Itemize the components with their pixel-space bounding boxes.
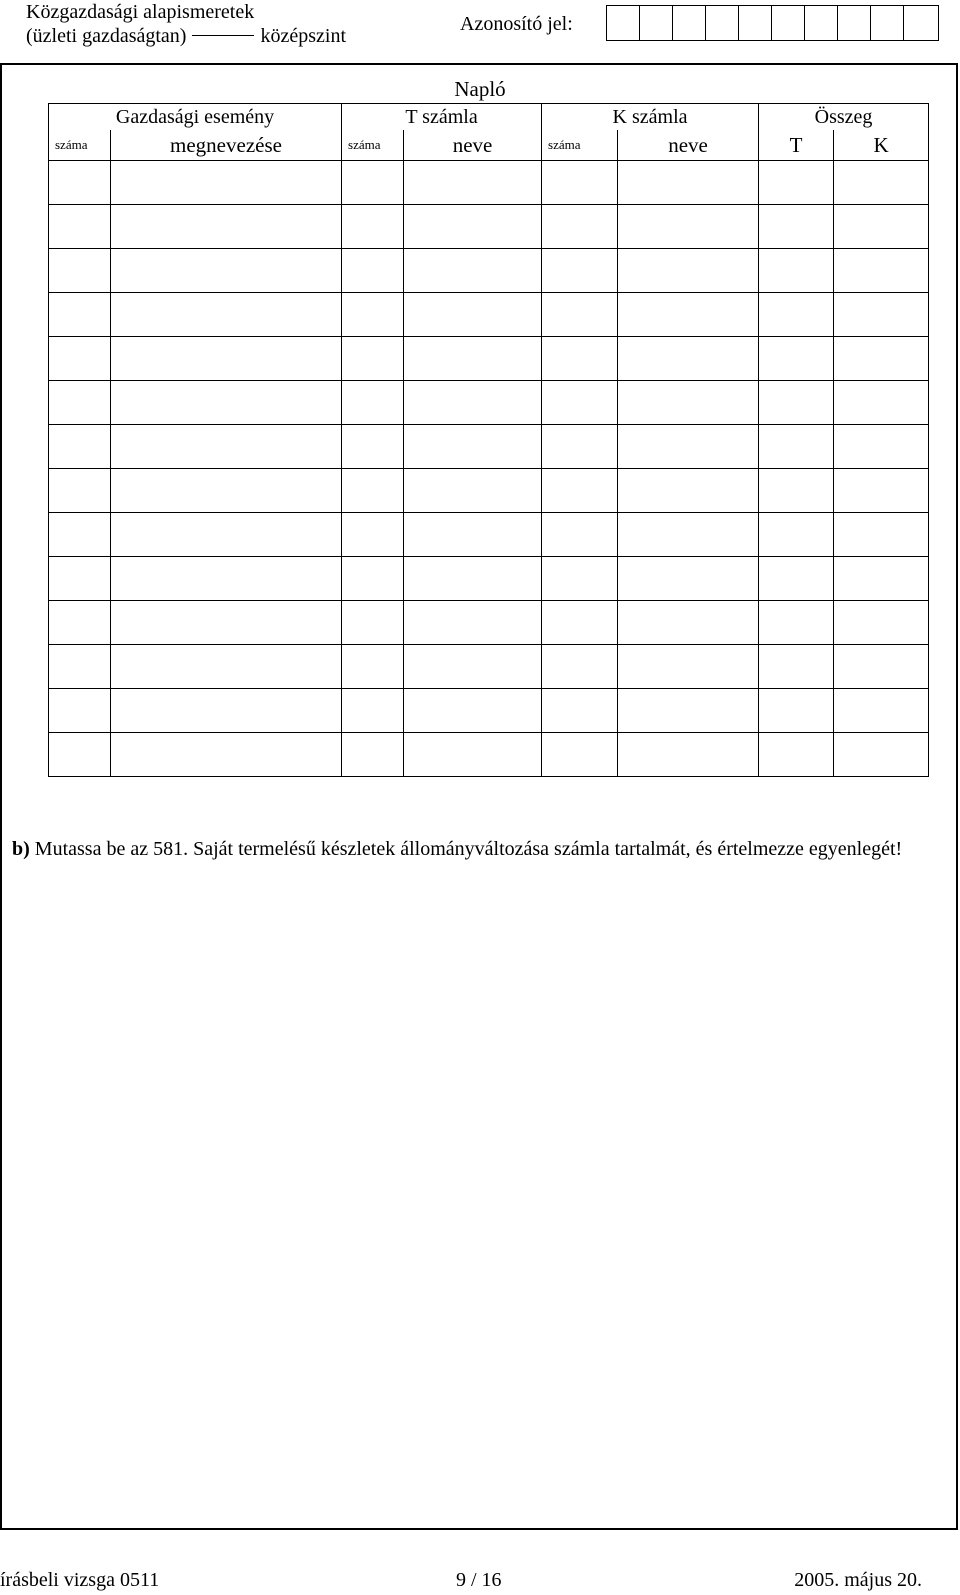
event-name-cell[interactable] bbox=[111, 469, 342, 513]
id-digit-box[interactable] bbox=[607, 6, 640, 40]
header-event: Gazdasági esemény bbox=[49, 104, 342, 131]
debit-name-cell[interactable] bbox=[404, 469, 542, 513]
amount-debit-cell[interactable] bbox=[759, 161, 834, 205]
event-number-cell[interactable] bbox=[49, 161, 111, 205]
credit-name-cell[interactable] bbox=[618, 689, 759, 733]
credit-name-cell[interactable] bbox=[618, 645, 759, 689]
credit-number-cell[interactable] bbox=[542, 513, 618, 557]
header-debit-account: T számla bbox=[342, 104, 542, 131]
debit-number-cell[interactable] bbox=[342, 733, 404, 777]
header-credit-name: neve bbox=[618, 130, 759, 161]
credit-number-cell[interactable] bbox=[542, 733, 618, 777]
event-number-cell[interactable] bbox=[49, 733, 111, 777]
footer-exam: írásbeli vizsga 0511 bbox=[0, 1569, 160, 1591]
event-number-cell[interactable] bbox=[49, 337, 111, 381]
id-digit-box[interactable] bbox=[805, 6, 838, 40]
debit-name-cell[interactable] bbox=[404, 689, 542, 733]
header-credit-number: száma bbox=[542, 130, 618, 161]
amount-credit-cell[interactable] bbox=[834, 557, 929, 601]
table-row bbox=[49, 337, 929, 381]
credit-number-cell[interactable] bbox=[542, 425, 618, 469]
credit-name-cell[interactable] bbox=[618, 381, 759, 425]
event-name-cell[interactable] bbox=[111, 601, 342, 645]
table-row bbox=[49, 381, 929, 425]
event-name-cell[interactable] bbox=[111, 689, 342, 733]
amount-credit-cell[interactable] bbox=[834, 425, 929, 469]
credit-name-cell[interactable] bbox=[618, 733, 759, 777]
debit-number-cell[interactable] bbox=[342, 601, 404, 645]
credit-name-cell[interactable] bbox=[618, 425, 759, 469]
amount-debit-cell[interactable] bbox=[759, 645, 834, 689]
header-debit-number: száma bbox=[342, 130, 404, 161]
table-row bbox=[49, 557, 929, 601]
amount-credit-cell[interactable] bbox=[834, 733, 929, 777]
credit-number-cell[interactable] bbox=[542, 293, 618, 337]
credit-number-cell[interactable] bbox=[542, 601, 618, 645]
credit-number-cell[interactable] bbox=[542, 205, 618, 249]
credit-number-cell[interactable] bbox=[542, 249, 618, 293]
credit-name-cell[interactable] bbox=[618, 557, 759, 601]
event-name-cell[interactable] bbox=[111, 381, 342, 425]
event-name-cell[interactable] bbox=[111, 557, 342, 601]
debit-name-cell[interactable] bbox=[404, 557, 542, 601]
id-boxes[interactable] bbox=[606, 5, 939, 41]
debit-number-cell[interactable] bbox=[342, 689, 404, 733]
table-row bbox=[49, 733, 929, 777]
debit-number-cell[interactable] bbox=[342, 293, 404, 337]
header-credit-account: K számla bbox=[542, 104, 759, 131]
id-digit-box[interactable] bbox=[640, 6, 673, 40]
footer-date: 2005. május 20. bbox=[794, 1569, 922, 1591]
debit-name-cell[interactable] bbox=[404, 161, 542, 205]
amount-debit-cell[interactable] bbox=[759, 425, 834, 469]
table-row bbox=[49, 689, 929, 733]
debit-number-cell[interactable] bbox=[342, 645, 404, 689]
footer-page-number: 9 / 16 bbox=[456, 1569, 502, 1591]
amount-debit-cell[interactable] bbox=[759, 469, 834, 513]
page-footer bbox=[0, 1565, 960, 1595]
debit-number-cell[interactable] bbox=[342, 205, 404, 249]
event-number-cell[interactable] bbox=[49, 293, 111, 337]
amount-credit-cell[interactable] bbox=[834, 689, 929, 733]
debit-number-cell[interactable] bbox=[342, 249, 404, 293]
amount-debit-cell[interactable] bbox=[759, 249, 834, 293]
journal-group-header-row bbox=[49, 104, 929, 131]
event-number-cell[interactable] bbox=[49, 557, 111, 601]
debit-number-cell[interactable] bbox=[342, 513, 404, 557]
amount-credit-cell[interactable] bbox=[834, 161, 929, 205]
event-number-cell[interactable] bbox=[49, 645, 111, 689]
credit-name-cell[interactable] bbox=[618, 337, 759, 381]
subject-level-label: középszint bbox=[260, 25, 346, 47]
debit-number-cell[interactable] bbox=[342, 425, 404, 469]
credit-number-cell[interactable] bbox=[542, 689, 618, 733]
event-name-cell[interactable] bbox=[111, 205, 342, 249]
event-name-cell[interactable] bbox=[111, 337, 342, 381]
credit-name-cell[interactable] bbox=[618, 205, 759, 249]
debit-name-cell[interactable] bbox=[404, 337, 542, 381]
credit-number-cell[interactable] bbox=[542, 161, 618, 205]
id-digit-box[interactable] bbox=[871, 6, 904, 40]
amount-credit-cell[interactable] bbox=[834, 337, 929, 381]
id-digit-box[interactable] bbox=[772, 6, 805, 40]
table-row bbox=[49, 645, 929, 689]
event-number-cell[interactable] bbox=[49, 689, 111, 733]
table-row bbox=[49, 205, 929, 249]
table-row bbox=[49, 293, 929, 337]
id-digit-box[interactable] bbox=[706, 6, 739, 40]
amount-debit-cell[interactable] bbox=[759, 337, 834, 381]
id-digit-box[interactable] bbox=[838, 6, 871, 40]
event-name-cell[interactable] bbox=[111, 425, 342, 469]
debit-number-cell[interactable] bbox=[342, 381, 404, 425]
event-number-cell[interactable] bbox=[49, 601, 111, 645]
amount-debit-cell[interactable] bbox=[759, 689, 834, 733]
event-number-cell[interactable] bbox=[49, 205, 111, 249]
credit-name-cell[interactable] bbox=[618, 601, 759, 645]
event-name-cell[interactable] bbox=[111, 293, 342, 337]
event-name-cell[interactable] bbox=[111, 513, 342, 557]
header-event-number: száma bbox=[49, 130, 111, 161]
id-label: Azonosító jel: bbox=[460, 13, 573, 35]
task-label: b) bbox=[12, 838, 30, 860]
amount-credit-cell[interactable] bbox=[834, 205, 929, 249]
table-row bbox=[49, 601, 929, 645]
event-number-cell[interactable] bbox=[49, 425, 111, 469]
credit-number-cell[interactable] bbox=[542, 557, 618, 601]
id-digit-box[interactable] bbox=[904, 6, 938, 40]
header-amount-debit: T bbox=[759, 130, 834, 161]
id-digit-box[interactable] bbox=[673, 6, 706, 40]
event-name-cell[interactable] bbox=[111, 161, 342, 205]
debit-name-cell[interactable] bbox=[404, 205, 542, 249]
subject-subtitle: (üzleti gazdaságtan) bbox=[26, 25, 187, 47]
amount-debit-cell[interactable] bbox=[759, 733, 834, 777]
amount-credit-cell[interactable] bbox=[834, 513, 929, 557]
credit-name-cell[interactable] bbox=[618, 249, 759, 293]
table-row bbox=[49, 425, 929, 469]
event-number-cell[interactable] bbox=[49, 469, 111, 513]
debit-number-cell[interactable] bbox=[342, 469, 404, 513]
header-debit-name: neve bbox=[404, 130, 542, 161]
credit-name-cell[interactable] bbox=[618, 161, 759, 205]
debit-name-cell[interactable] bbox=[404, 733, 542, 777]
debit-name-cell[interactable] bbox=[404, 645, 542, 689]
event-number-cell[interactable] bbox=[49, 513, 111, 557]
amount-debit-cell[interactable] bbox=[759, 513, 834, 557]
subject-title: Közgazdasági alapismeretek bbox=[26, 1, 255, 23]
amount-debit-cell[interactable] bbox=[759, 293, 834, 337]
amount-credit-cell[interactable] bbox=[834, 645, 929, 689]
amount-credit-cell[interactable] bbox=[834, 601, 929, 645]
credit-name-cell[interactable] bbox=[618, 469, 759, 513]
journal-body bbox=[49, 161, 929, 777]
journal-sub-header-row bbox=[49, 130, 929, 161]
debit-name-cell[interactable] bbox=[404, 513, 542, 557]
event-name-cell[interactable] bbox=[111, 645, 342, 689]
debit-name-cell[interactable] bbox=[404, 601, 542, 645]
amount-credit-cell[interactable] bbox=[834, 293, 929, 337]
event-number-cell[interactable] bbox=[49, 381, 111, 425]
amount-debit-cell[interactable] bbox=[759, 557, 834, 601]
journal-table bbox=[48, 103, 929, 777]
debit-name-cell[interactable] bbox=[404, 381, 542, 425]
amount-credit-cell[interactable] bbox=[834, 249, 929, 293]
header-event-name: megnevezése bbox=[111, 130, 342, 161]
debit-name-cell[interactable] bbox=[404, 249, 542, 293]
table-row bbox=[49, 513, 929, 557]
header-amount: Összeg bbox=[759, 104, 929, 131]
subject-header bbox=[26, 0, 346, 48]
event-name-cell[interactable] bbox=[111, 249, 342, 293]
credit-number-cell[interactable] bbox=[542, 381, 618, 425]
amount-credit-cell[interactable] bbox=[834, 381, 929, 425]
credit-name-cell[interactable] bbox=[618, 293, 759, 337]
amount-credit-cell[interactable] bbox=[834, 469, 929, 513]
debit-name-cell[interactable] bbox=[404, 425, 542, 469]
credit-number-cell[interactable] bbox=[542, 337, 618, 381]
debit-number-cell[interactable] bbox=[342, 557, 404, 601]
debit-number-cell[interactable] bbox=[342, 161, 404, 205]
amount-debit-cell[interactable] bbox=[759, 205, 834, 249]
journal-title: Napló bbox=[454, 77, 506, 101]
table-row bbox=[49, 249, 929, 293]
event-name-cell[interactable] bbox=[111, 733, 342, 777]
subject-level bbox=[26, 24, 346, 48]
debit-number-cell[interactable] bbox=[342, 337, 404, 381]
task-b bbox=[12, 836, 950, 862]
task-text: Mutassa be az 581. Saját termelésű készletek állományváltozása számla tartalmát, és értelmezze egyenlegét! bbox=[34, 838, 903, 860]
amount-debit-cell[interactable] bbox=[759, 381, 834, 425]
id-digit-box[interactable] bbox=[739, 6, 772, 40]
event-number-cell[interactable] bbox=[49, 249, 111, 293]
credit-number-cell[interactable] bbox=[542, 469, 618, 513]
header-amount-credit: K bbox=[834, 130, 929, 161]
credit-number-cell[interactable] bbox=[542, 645, 618, 689]
dash-divider bbox=[192, 35, 254, 36]
table-row bbox=[49, 469, 929, 513]
table-row bbox=[49, 161, 929, 205]
credit-name-cell[interactable] bbox=[618, 513, 759, 557]
debit-name-cell[interactable] bbox=[404, 293, 542, 337]
amount-debit-cell[interactable] bbox=[759, 601, 834, 645]
